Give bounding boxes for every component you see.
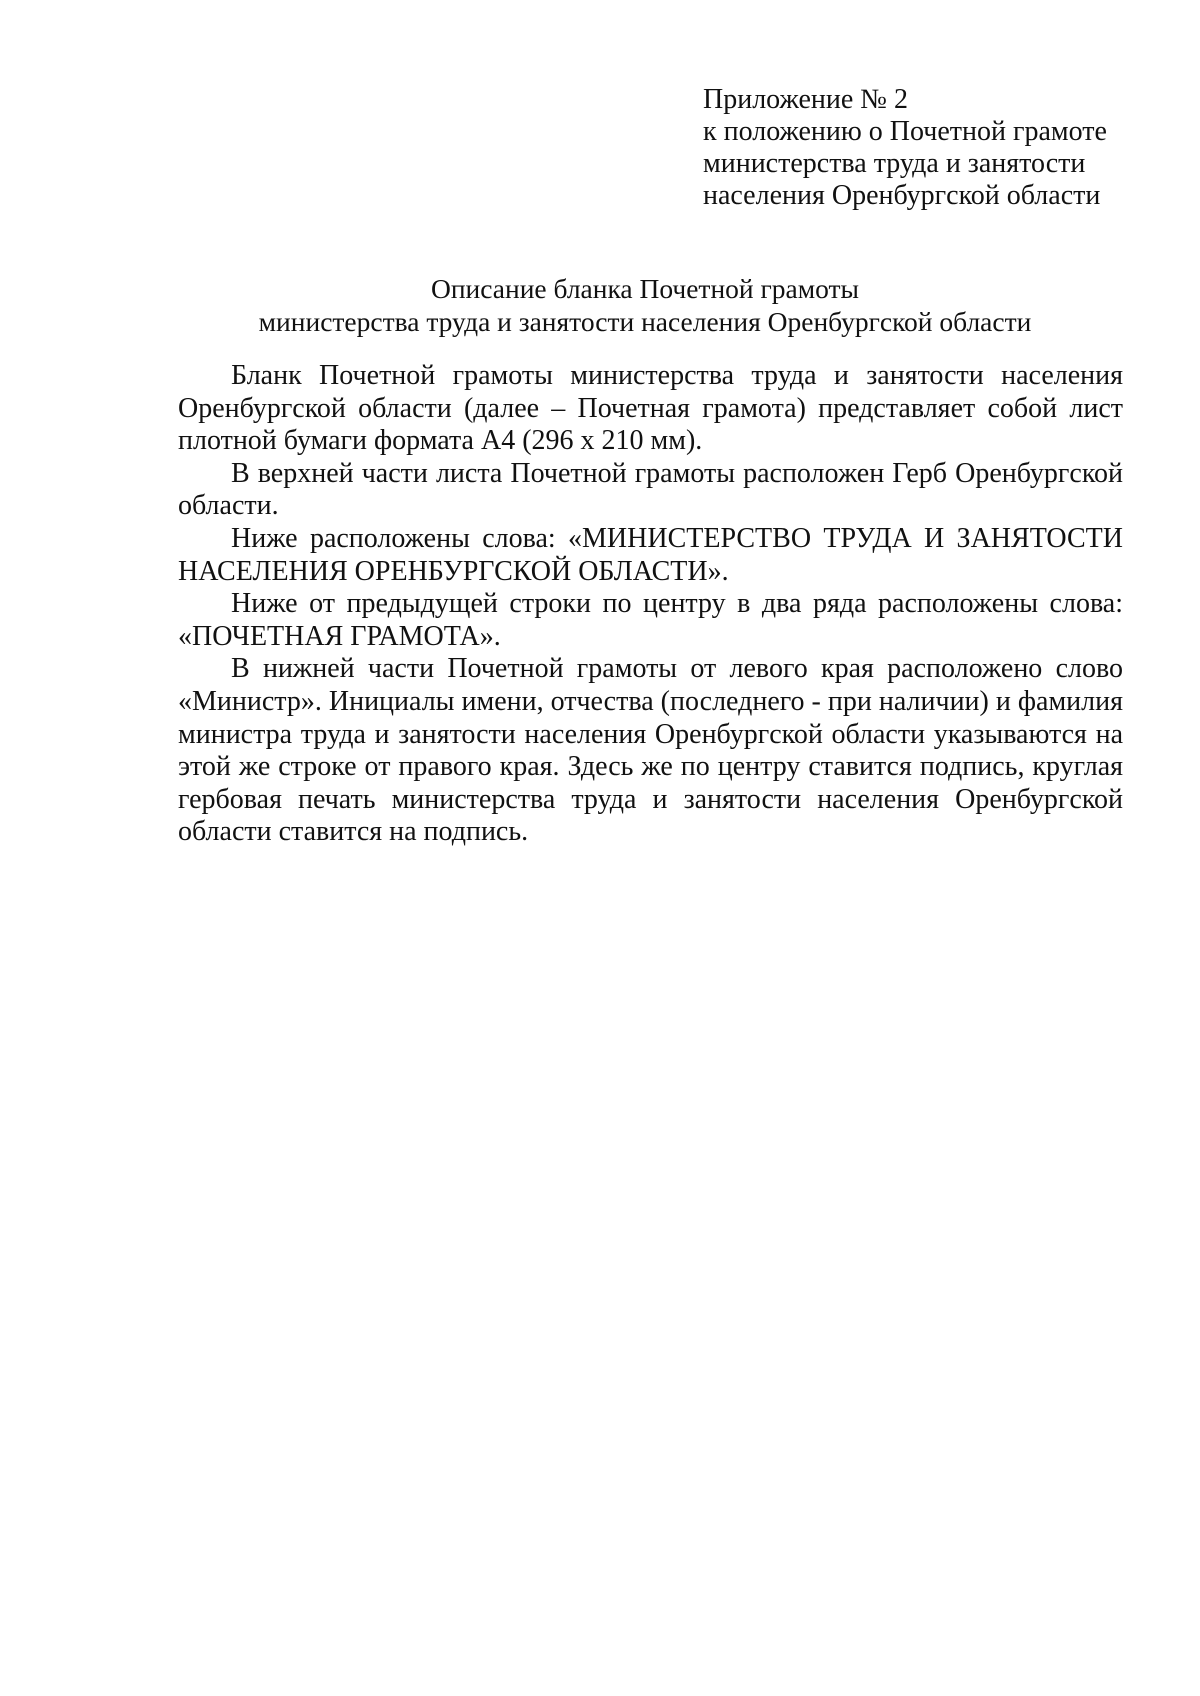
document-title-line: министерства труда и занятости населения Оренбургской области — [258, 306, 1032, 337]
appendix-reference-line: министерства труда и занятости — [703, 148, 1086, 179]
appendix-reference-line: населения Оренбургской области — [703, 180, 1101, 211]
body-paragraph: В нижней части Почетной грамоты от левого края расположено слово «Министр». Инициалы имени, отчества (последнего - при наличии) и фамилия министра труда и занятости населения Оренбургской области указываются на этой же строке от правого края. Здесь же по центру ставится подпись, круглая гербовая печать министерства труда и занятости населения Оренбургской области ставится на подпись. — [178, 653, 1123, 848]
appendix-reference-line: к положению о Почетной грамоте — [703, 116, 1107, 147]
body-paragraph: Ниже от предыдущей строки по центру в два ряда расположены слова: «ПОЧЕТНАЯ ГРАМОТА». — [178, 588, 1123, 652]
body-paragraph: Ниже расположены слова: «МИНИСТЕРСТВО ТРУДА И ЗАНЯТОСТИ НАСЕЛЕНИЯ ОРЕНБУРГСКОЙ ОБЛАСТИ». — [178, 522, 1123, 587]
appendix-number: Приложение № 2 — [703, 84, 908, 115]
document-title-line: Описание бланка Почетной грамоты — [430, 273, 860, 304]
appendix-header — [703, 84, 1143, 212]
body-paragraph: В верхней части листа Почетной грамоты расположен Герб Оренбургской области. — [178, 457, 1123, 522]
document-title — [170, 272, 1120, 338]
body-paragraph: Бланк Почетной грамоты министерства труда и занятости населения Оренбургской области (далее – Почетная грамота) представляет собой лист плотной бумаги формата А4 (296 х 210 мм). — [178, 360, 1123, 457]
document-body — [178, 360, 1123, 849]
